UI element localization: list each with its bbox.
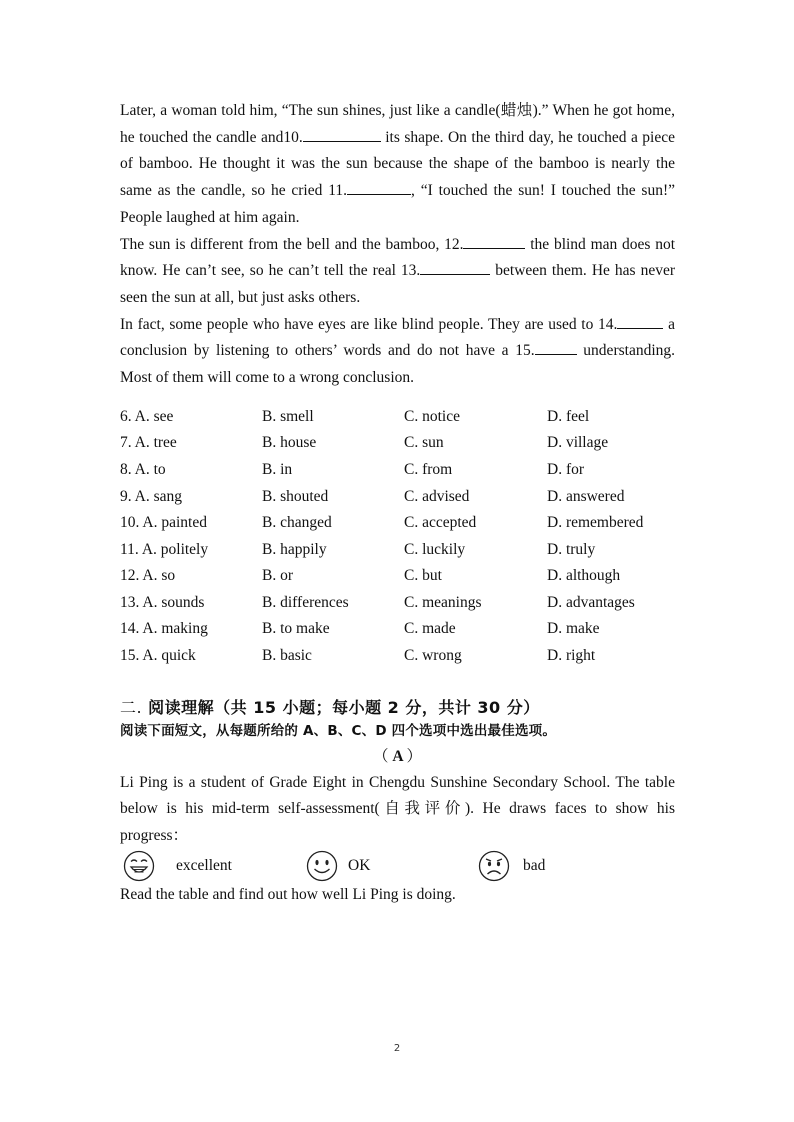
option-d: D. truly [547, 540, 596, 558]
answer-options-list [120, 404, 675, 670]
sad-face-icon [478, 850, 510, 882]
passage-text: , “I touched the sun! I touched the sun!” People laughed at him again. [120, 182, 675, 226]
passage-text: its shape. On the third day, he touched a piece of bamboo. He thought it was the sun because the shape of the bamboo is nearly the same as the candle, so he cried 11. [120, 128, 675, 200]
passage-text: The sun is different from the bell and the bamboo, 12. [120, 235, 464, 253]
option-c: C. sun [404, 434, 444, 452]
option-a: 7. A. tree [120, 434, 177, 452]
legend-label: bad [523, 856, 546, 874]
smiling-face-icon [306, 850, 338, 882]
passage-text: Later, a woman told him, “The sun shines, just like a candle(蜡烛).” When he got home, he touched the candle and10. [120, 102, 675, 146]
option-row-14 [120, 616, 675, 643]
option-row-6 [120, 404, 675, 431]
page-number: 2 [393, 1043, 401, 1054]
option-row-8 [120, 457, 675, 484]
option-c: C. luckily [404, 540, 466, 558]
option-a: 10. A. painted [120, 514, 207, 532]
section-number: 二. [120, 697, 143, 717]
legend-item-ok [306, 850, 478, 882]
face-legend [120, 850, 675, 882]
answer-blank-15 [535, 338, 577, 355]
answer-blank-13 [420, 258, 490, 275]
answer-blank-11 [347, 178, 411, 195]
option-b: B. or [262, 567, 293, 585]
option-d: D. village [547, 434, 609, 452]
section-instruction: 阅读下面短文，从每题所给的 A、B、C、D 四个选项中选出最佳选项。 [120, 722, 557, 739]
section-title: 阅读理解（共 15 小题；每小题 2 分，共计 30 分） [148, 697, 540, 717]
option-a: 9. A. sang [120, 487, 182, 505]
option-row-9 [120, 484, 675, 511]
option-a: 13. A. sounds [120, 593, 205, 611]
passage-text: a conclusion by listening to others’ words and do not have a 15. [120, 315, 675, 360]
passage-text: In fact, some people who have eyes are like blind people. They are used to 14. [120, 315, 618, 333]
option-c: C. wrong [404, 647, 462, 665]
legend-label: excellent [176, 856, 232, 874]
option-b: B. shouted [262, 487, 329, 505]
reading-intro: Li Ping is a student of Grade Eight in Chengdu Sunshine Secondary School. The table below is his mid-term self-assessment(自我评价). He draws faces to show his progress： [120, 773, 675, 845]
option-b: B. differences [262, 593, 349, 611]
option-c: C. made [404, 620, 456, 638]
option-c: C. advised [404, 487, 470, 505]
legend-item-bad [478, 850, 545, 882]
answer-blank-10 [303, 125, 381, 142]
passage-text: the blind man does not know. He can’t see, so he can’t tell the real 13. [120, 235, 675, 280]
option-b: B. happily [262, 540, 327, 558]
option-c: C. notice [404, 407, 460, 425]
option-row-10 [120, 510, 675, 537]
passage-paragraph-2 [120, 232, 675, 312]
option-a: 8. A. to [120, 460, 166, 478]
option-row-7 [120, 430, 675, 457]
passage-label: （ A ） [372, 747, 423, 765]
option-row-13 [120, 590, 675, 617]
option-a: 11. A. politely [120, 540, 209, 558]
option-d: D. although [547, 567, 621, 585]
option-row-11 [120, 537, 675, 564]
option-d: D. answered [547, 487, 625, 505]
option-d: D. feel [547, 407, 590, 425]
option-a: 14. A. making [120, 620, 208, 638]
option-d: D. make [547, 620, 600, 638]
option-a: 12. A. so [120, 567, 176, 585]
option-d: D. advantages [547, 593, 635, 611]
answer-blank-14 [617, 312, 663, 329]
passage-paragraph-3 [120, 312, 675, 392]
legend-label: OK [348, 856, 371, 874]
section-heading [120, 696, 675, 720]
option-c: C. from [404, 460, 453, 478]
passage-text: understanding. Most of them will come to a wrong conclusion. [120, 342, 676, 387]
option-d: D. right [547, 647, 596, 665]
option-b: B. basic [262, 647, 312, 665]
reading-task: Read the table and find out how well Li Ping is doing. [120, 885, 456, 903]
option-b: B. changed [262, 514, 332, 532]
option-row-12 [120, 563, 675, 590]
option-b: B. smell [262, 407, 314, 425]
answer-blank-12 [463, 232, 525, 249]
legend-item-excellent [120, 850, 306, 882]
option-a: 15. A. quick [120, 647, 196, 665]
passage-paragraph-1 [120, 98, 675, 232]
option-c: C. accepted [404, 514, 477, 532]
option-b: B. in [262, 460, 293, 478]
laughing-face-icon [122, 850, 156, 882]
option-c: C. but [404, 567, 442, 585]
option-d: D. for [547, 460, 585, 478]
option-b: B. to make [262, 620, 330, 638]
passage-text: between them. He has never seen the sun at all, but just asks others. [120, 262, 675, 306]
option-a: 6. A. see [120, 407, 174, 425]
option-row-15 [120, 643, 675, 670]
worksheet-page [120, 98, 675, 908]
option-c: C. meanings [404, 593, 482, 611]
option-b: B. house [262, 434, 317, 452]
option-d: D. remembered [547, 514, 644, 532]
